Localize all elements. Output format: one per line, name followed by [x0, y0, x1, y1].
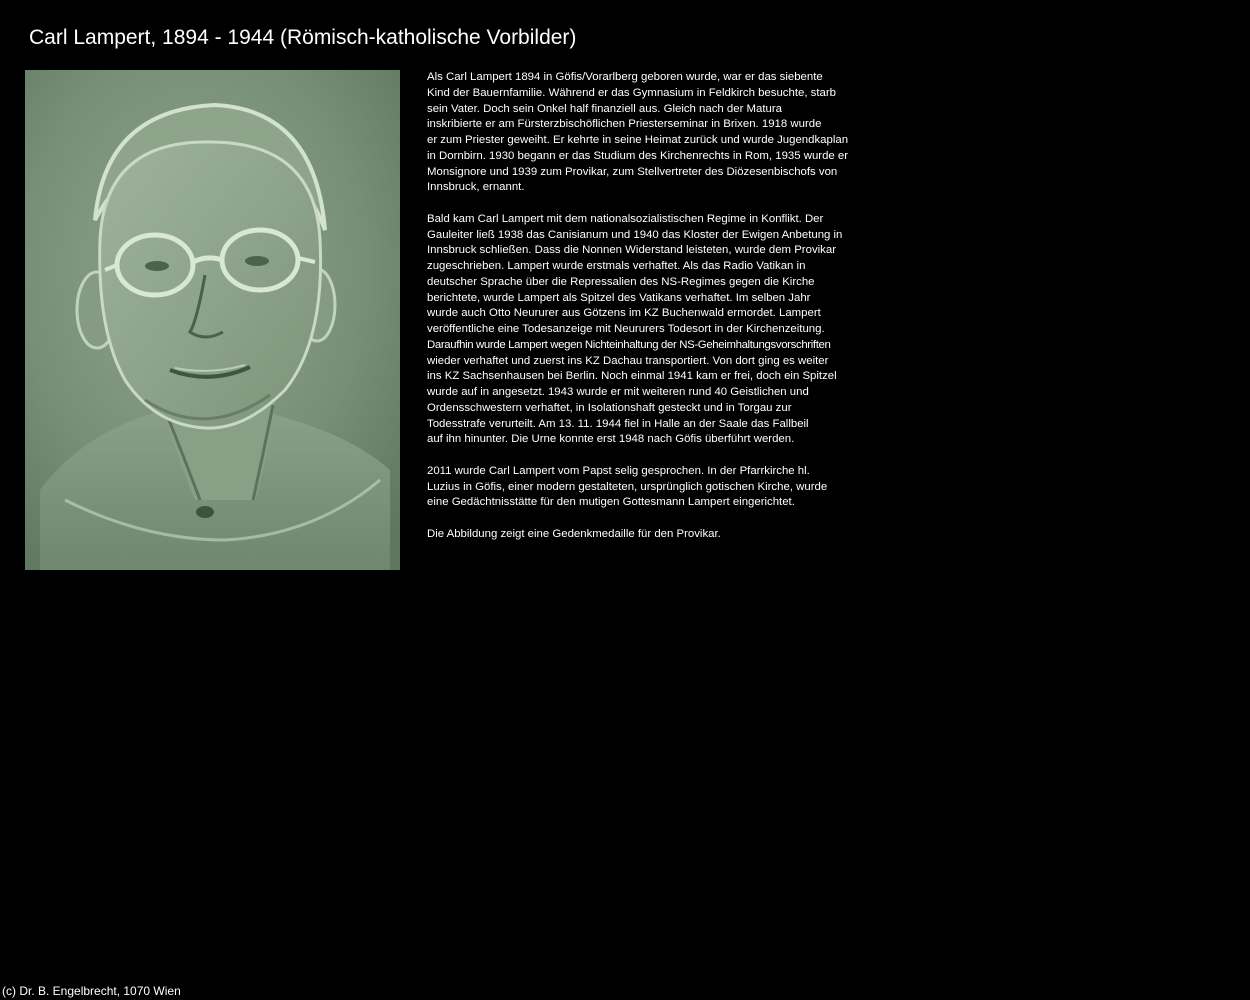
article-body: [427, 70, 897, 558]
article-line: Innsbruck schließen. Dass die Nonnen Widerstand leisteten, wurde dem Provikar: [427, 244, 836, 257]
medal-portrait-icon: [25, 70, 400, 570]
article-line: 2011 wurde Carl Lampert vom Papst selig gesprochen. In der Pfarrkirche hl.: [427, 464, 810, 477]
article-line: sein Vater. Doch sein Onkel half finanziell aus. Gleich nach der Matura: [427, 102, 782, 115]
article-line: Bald kam Carl Lampert mit dem nationalsozialistischen Regime in Konflikt. Der: [427, 212, 824, 225]
copyright-footer: (c) Dr. B. Engelbrecht, 1070 Wien: [2, 984, 181, 998]
article-line: Todesstrafe verurteilt. Am 13. 11. 1944 fiel in Halle an der Saale das Fallbeil: [427, 417, 809, 430]
article-line: wieder verhaftet und zuerst ins KZ Dachau transportiert. Von dort ging es weiter: [427, 354, 829, 367]
article-line: Innsbruck, ernannt.: [427, 181, 525, 194]
article-paragraph: [427, 527, 897, 543]
article-line: deutscher Sprache über die Repressalien des NS-Regimes gegen die Kirche: [427, 275, 815, 288]
medal-portrait-image: [25, 70, 400, 570]
article-line: Luzius in Göfis, einer modern gestalteten, ursprünglich gotischen Kirche, wurde: [427, 480, 828, 493]
article-line: eine Gedächtnisstätte für den mutigen Gottesmann Lampert eingerichtet.: [427, 496, 795, 509]
article-line: Ordensschwestern verhaftet, in Isolationshaft gesteckt und in Torgau zur: [427, 401, 792, 414]
article-line: zugeschrieben. Lampert wurde erstmals verhaftet. Als das Radio Vatikan in: [427, 260, 806, 272]
article-paragraph: [427, 212, 897, 448]
page-title: Carl Lampert, 1894 - 1944 (Römisch-katholische Vorbilder): [29, 26, 577, 49]
article-line: veröffentliche eine Todesanzeige mit Neururers Todesort in der Kirchenzeitung.: [427, 323, 825, 335]
article-line: Monsignore und 1939 zum Provikar, zum Stellvertreter des Diözesenbischofs von: [427, 165, 838, 178]
article-line: wurde auf in angesetzt. 1943 wurde er mit weiteren rund 40 Geistlichen und: [427, 386, 809, 398]
article-line: er zum Priester geweiht. Er kehrte in seine Heimat zurück und wurde Jugendkaplan: [427, 134, 849, 146]
article-line: Gauleiter ließ 1938 das Canisianum und 1940 das Kloster der Ewigen Anbetung in: [427, 228, 843, 241]
article-line: Daraufhin wurde Lampert wegen Nichteinhaltung der NS-Geheimhaltungsvorschriften: [427, 338, 831, 351]
article-paragraph: [427, 464, 897, 511]
article-line: Als Carl Lampert 1894 in Göfis/Vorarlberg geboren wurde, war er das siebente: [427, 71, 823, 83]
article-line: auf ihn hinunter. Die Urne konnte erst 1948 nach Göfis überführt werden.: [427, 433, 795, 446]
article-line: inskribierte er am Fürsterzbischöflichen Priesterseminar in Brixen. 1918 wurde: [427, 118, 822, 131]
article-paragraph: [427, 70, 897, 196]
article-line: wurde auch Otto Neururer aus Götzens im KZ Buchenwald ermordet. Lampert: [427, 307, 821, 320]
article-line: Die Abbildung zeigt eine Gedenkmedaille für den Provikar.: [427, 527, 721, 540]
article-line: in Dornbirn. 1930 begann er das Studium des Kirchenrechts in Rom, 1935 wurde er: [427, 149, 849, 162]
article-line: ins KZ Sachsenhausen bei Berlin. Noch einmal 1941 kam er frei, doch ein Spitzel: [427, 370, 837, 383]
article-line: Kind der Bauernfamilie. Während er das Gymnasium in Feldkirch besuchte, starb: [427, 86, 836, 99]
article-line: berichtete, wurde Lampert als Spitzel des Vatikans verhaftet. Im selben Jahr: [427, 291, 811, 304]
